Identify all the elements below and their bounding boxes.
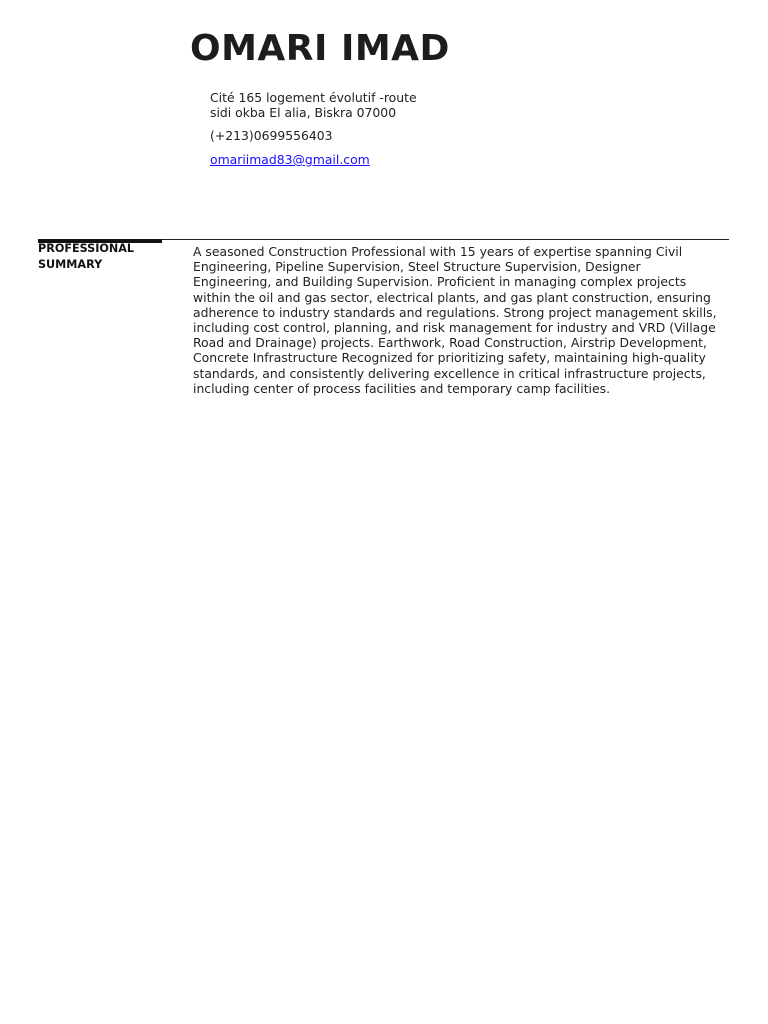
professional-summary-text: A seasoned Construction Professional with 15 years of expertise spanning Civil Engineering, Pipeline Supervision, Steel Structure Supervision, Designer Engineering, and Building Supervision. Proficient in managing complex projects within the oil and gas sector, electrical plants, and gas plant construction, ensuring adherence to industry standards and regulations. Strong project management skills, including cost control, planning, and risk management for industry and VRD (Village Road and Drainage) projects. Earthwork, Road Construction, Airstrip Development, Concrete Infrastructure Recognized for prioritizing safety, maintaining high-quality standards, and consistently delivering excellence in critical infrastructure projects, including center of process facilities and temporary camp facilities. bbox=[193, 244, 717, 396]
section-title-line-1: PROFESSIONAL bbox=[38, 242, 135, 255]
section-title-professional-summary bbox=[38, 241, 178, 272]
section-title-line-2: SUMMARY bbox=[38, 257, 103, 271]
phone-number: (+213)0699556403 bbox=[210, 128, 333, 143]
email-link[interactable]: omariimad83@gmail.com bbox=[210, 152, 370, 167]
address-line-2: sidi okba El alia, Biskra 07000 bbox=[210, 105, 397, 120]
address bbox=[210, 90, 510, 120]
address-line-1: Cité 165 logement évolutif -route bbox=[210, 90, 417, 105]
candidate-name: OMARI IMAD bbox=[190, 28, 450, 69]
contact-block bbox=[210, 90, 510, 167]
